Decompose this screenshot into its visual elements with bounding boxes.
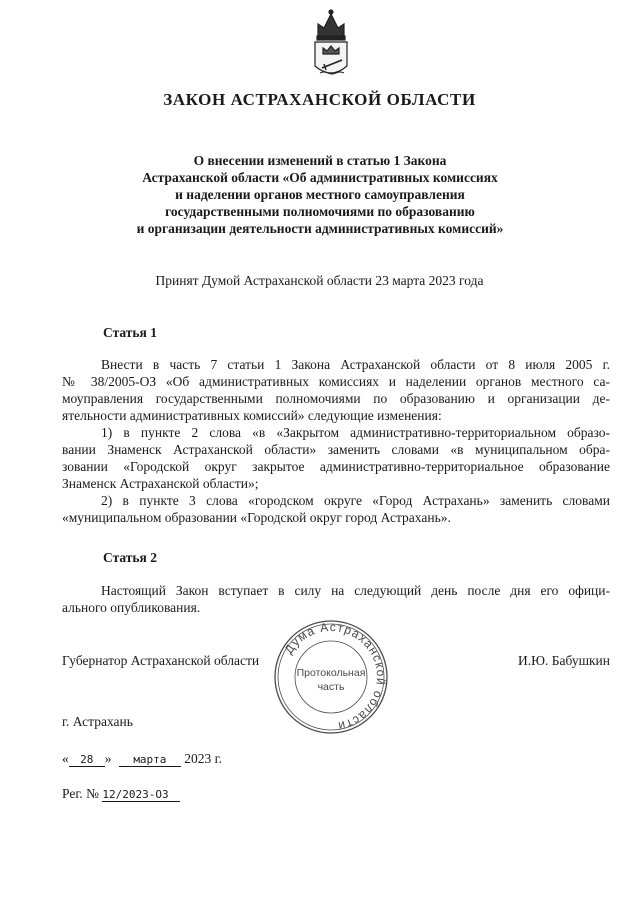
article-1-intro: Внести в часть 7 статьи 1 Закона Астраханской области от 8 июля 2005 г. № 38/2005-ОЗ «Об административных комиссиях и наделении органов местного са- моуправления государственными полномочиями по образованию и организации де- ятельности административных комиссий» следующие изменения: [62,357,610,423]
astrakhan-coat-of-arms-icon [300,6,362,86]
date-open-quote: « [62,751,69,766]
registration-label: Рег. № [62,786,99,801]
stamp-ring-text: Дума Астраханской области [281,619,389,734]
law-subject: О внесении изменений в статью 1 Закона Астраханской области «Об административных комиссиях и наделении органов местного самоуправления государственными полномочиями по образованию и организации деятельности административных комиссий» [136,153,504,236]
law-title: ЗАКОН АСТРАХАНСКОЙ ОБЛАСТИ [163,90,476,109]
place-of-signing: г. Астрахань [62,714,133,729]
article-2-text: Настоящий Закон вступает в силу на следующий день после дня его офици- ального опубликования. [62,583,610,615]
signatory-position: Губернатор Астраханской области [62,653,260,668]
stamp-center-line-2: часть [317,681,345,693]
adoption-line: Принят Думой Астраханской области 23 марта 2023 года [155,273,484,288]
stamp-center-line-1: Протокольная [296,667,366,679]
date-close-quote: » [104,751,112,766]
date-day: 28 [69,753,105,767]
article-1-item-2: 2) в пункте 3 слова «городском округе «Город Астрахань» заменить словами «муниципальном образовании «Городской округ город Астрахань». [62,493,610,525]
date-month: марта [119,753,181,767]
official-stamp [272,618,390,736]
signatory-name: И.Ю. Бабушкин [517,653,610,668]
article-2-heading: Статья 2 [103,550,157,565]
article-1-item-1: 1) в пункте 2 слова «в «Закрытом административно-территориальном образо- вании Знаменск Астраханской области» заменить словами «в муниципальном обра- зовании «Городской округ закрытое административно-территориальное образование Знаменск Астраханской области»; [62,425,610,491]
article-1-heading: Статья 1 [103,325,157,340]
registration-number: 12/2023-ОЗ [102,788,180,802]
registration-row [62,786,180,802]
date-year: 2023 г. [184,751,223,766]
signing-date [62,751,222,767]
